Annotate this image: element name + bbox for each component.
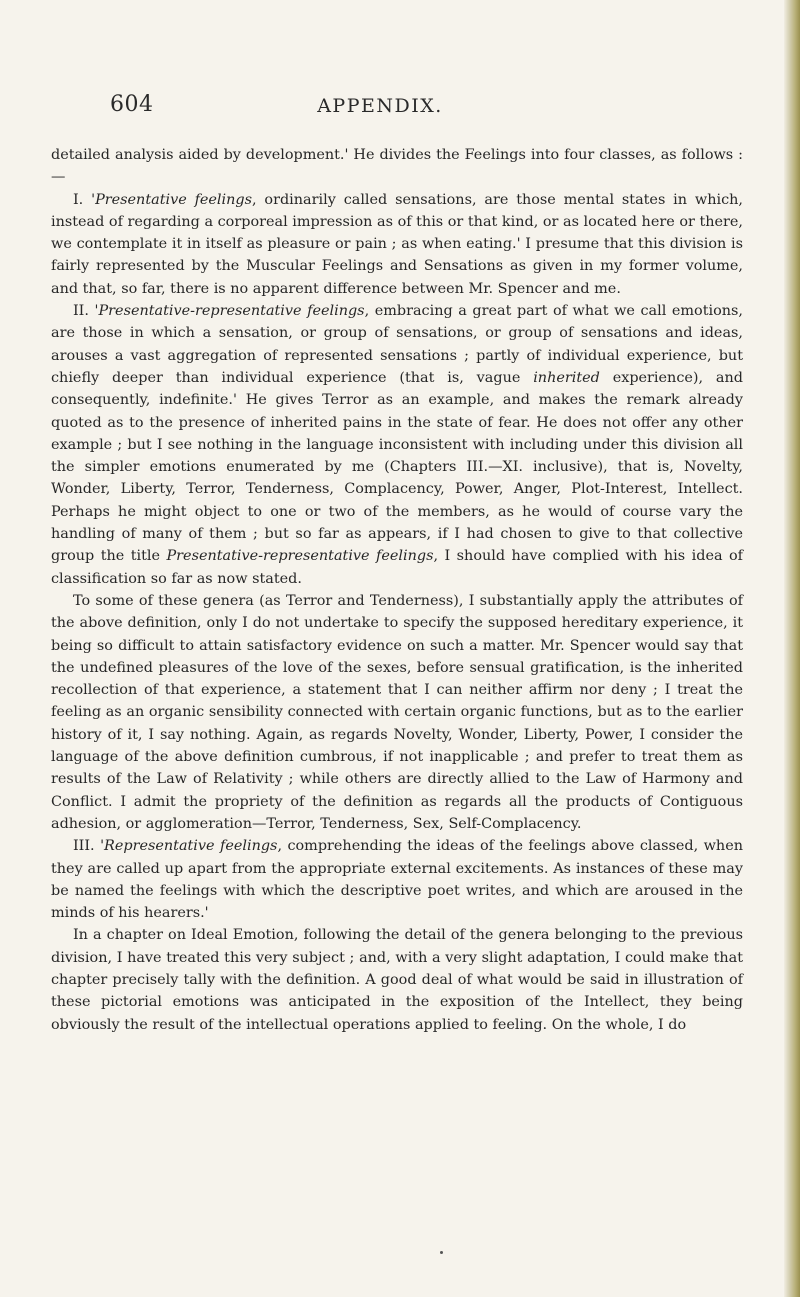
paragraph	[51, 924, 743, 1035]
paragraph	[51, 590, 743, 835]
text-run: experience), and consequently, indefinite.' He gives Terror as an example, and makes the remark already quoted as to the presence of inherited pains in the state of fear. He does not offer any other example ; but I see nothing in the language inconsistent with including under this division all the simpler emotions enumerated by me (Chapters III.—XI. inclusive), that is, Novelty, Wonder, Liberty, Terror, Tenderness, Complacency, Power, Anger, Plot-Interest, Intellect. Perhaps he might object to one or two of the members, as he would of course vary the handling of many of them ; but so far as appears, if I had chosen to give to that collective group the title	[51, 369, 743, 565]
text-run: , I should have complied with his idea of classification so far as now stated.	[51, 548, 743, 587]
text-run: III. '	[73, 838, 105, 855]
italic-run: inherited	[533, 369, 600, 386]
text-run: , comprehending the ideas of the feelings above classed, when they are called up apart from the appropriate external excitements. As instances of these may be named the feelings with which the descriptive poet writes, and which are aroused in the minds of his hearers.'	[51, 838, 743, 922]
text-run: In a chapter on Ideal Emotion, following the detail of the genera belonging to the previous division, I have treated this very subject ; and, with a very slight adaptation, I could make that chapter precisely tally with the definition. A good deal of what would be said in illustration of these pictorial emotions was anticipated in the exposition of the Intellect, they being obviously the result of the intellectual operations applied to feeling. On the whole, I do	[51, 927, 743, 1033]
page-header	[110, 92, 650, 122]
italic-run: Representative feelings	[104, 838, 278, 855]
paragraph	[51, 835, 743, 924]
page-edge-shadow	[784, 0, 800, 1297]
page-number: 604	[110, 92, 154, 117]
text-run: To some of these genera (as Terror and Tenderness), I substantially apply the attributes of the above definition, only I do not undertake to specify the supposed hereditary experience, it being so difficult to attain satisfactory evidence on such a matter. Mr. Spencer would say that the undefined pleasures of the love of the sexes, before sensual gratification, is the inherited recollection of that experience, a statement that I can neither affirm nor deny ; I treat the feeling as an organic sensibility connected with certain organic functions, but as to the earlier history of it, I say nothing. Again, as regards Novelty, Wonder, Liberty, Power, I consider the language of the above definition cumbrous, if not inapplicable ; and prefer to treat them as results of the Law of Relativity ; while others are directly allied to the Law of Harmony and Conflict. I admit the propriety of the definition as regards all the products of Contiguous adhesion, or agglomeration—Terror, Tenderness, Sex, Self-Complacency.	[51, 592, 743, 832]
paragraph	[51, 144, 743, 189]
paragraph	[51, 300, 743, 590]
italic-run: Presentative feelings	[95, 191, 252, 208]
text-run: II. '	[73, 303, 99, 320]
running-head: APPENDIX.	[317, 95, 443, 117]
ink-speck	[440, 1251, 443, 1254]
text-run: detailed analysis aided by development.' He divides the Feelings into four classes, as follows :—	[51, 147, 743, 186]
paragraph	[51, 189, 743, 300]
text-run: , embracing a great part of what we call emotions, are those in which a sensation, or group of sensations, or group of sensations and ideas, arouses a vast aggregation of represented sensations ; partly of individual experience, but chiefly deeper than individual experience (that is, vague	[51, 303, 743, 386]
text-run: , ordinarily called sensations, are those mental states in which, instead of regarding a corporeal impression as of this or that kind, or as located here or there, we contemplate it in itself as pleasure or pain ; as when eating.' I presume that this division is fairly represented by the Muscular Feelings and Sensations as given in my former volume, and that, so far, there is no apparent difference between Mr. Spencer and me.	[51, 191, 743, 297]
text-run: I. '	[73, 191, 96, 208]
body-text	[51, 144, 743, 1036]
italic-run: Presentative-representative feelings	[98, 303, 365, 320]
italic-run: Presentative-representative feelings	[166, 548, 434, 565]
